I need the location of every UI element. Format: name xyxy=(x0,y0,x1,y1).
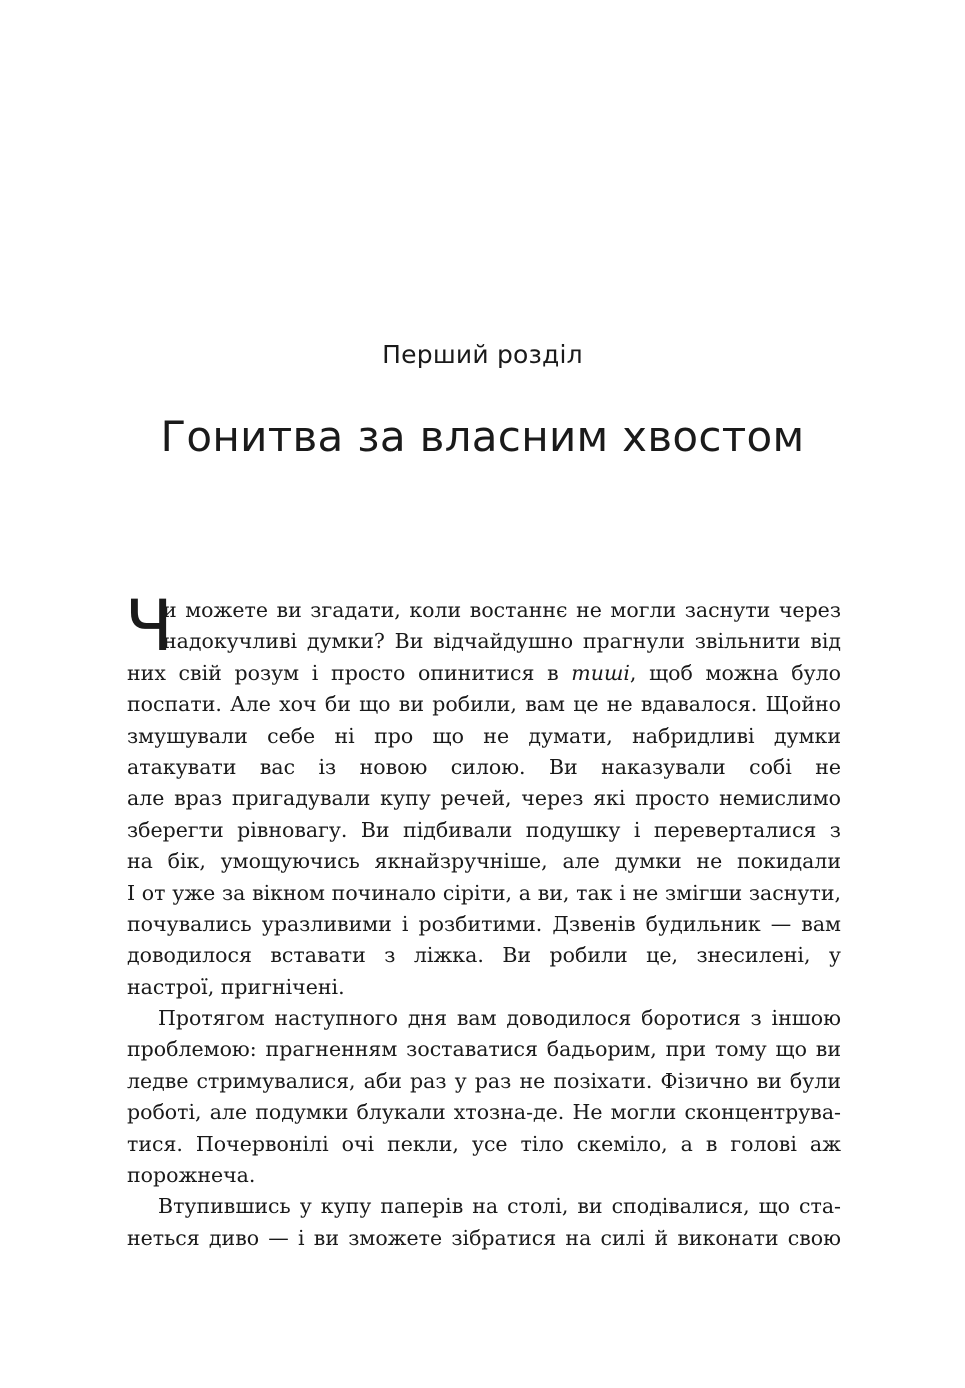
text-line: ледве стримувалися, аби раз у раз не позіхати. Фізично ви були xyxy=(127,1068,841,1093)
paragraph-3 xyxy=(127,1191,841,1254)
text-line: порожнеча. xyxy=(127,1163,256,1188)
text-line: настрої, пригнічені. xyxy=(127,974,345,999)
text-line xyxy=(127,658,841,689)
chapter-title: Гонитва за власним хвостом xyxy=(160,412,805,461)
text-line: атакувати вас із новою силою. Ви наказували собі не xyxy=(127,754,841,779)
text-line: и можете ви згадати, коли востаннє не могли заснути через xyxy=(163,598,841,622)
text-fragment: , щоб можна було xyxy=(629,660,841,685)
text-line: Протягом наступного дня вам доводилося боротися з іншою xyxy=(158,1006,841,1031)
text-line: доводилося вставати з ліжка. Ви робили це, знесилені, у xyxy=(127,943,841,968)
chapter-label: Перший розділ xyxy=(382,340,583,369)
text-line: проблемою: прагненням зоставатися бадьорим, при тому що ви xyxy=(127,1037,841,1062)
text-line: роботі, але подумки блукали хтозна-де. Не могли сконцентрува- xyxy=(127,1100,841,1125)
text-fragment: них свій розум і просто опинитися в xyxy=(127,660,572,685)
paragraph-1 xyxy=(125,585,841,1003)
text-line: змушували себе ні про що не думати, набридливі думки xyxy=(127,723,841,748)
paragraph-2 xyxy=(127,1003,841,1191)
text-line: тися. Почервонілі очі пекли, усе тіло скеміло, а в голові аж xyxy=(127,1131,841,1156)
text-line: але враз пригадували купу речей, через які просто немислимо xyxy=(127,786,841,811)
text-line: зберегти рівновагу. Ви підбивали подушку і переверталися з xyxy=(127,817,841,842)
text-line: поспати. Але хоч би що ви робили, вам це не вдавалося. Щойно xyxy=(127,692,841,717)
text-line: надокучливі думки? Ви відчайдушно прагнули звільнити від xyxy=(163,629,841,654)
text-line: І от уже за вікном починало сіріти, а ви, так і не змігши заснути, xyxy=(127,880,841,905)
text-line: почувались уразливими і розбитими. Дзвенів будильник — вам xyxy=(127,911,841,936)
text-line: на бік, умощуючись якнайзручніше, але думки не покидали xyxy=(127,849,841,874)
drop-cap: Ч xyxy=(125,585,173,667)
body-text xyxy=(125,585,841,1254)
emphasis-text: тиші xyxy=(571,660,630,685)
text-line: Втупившись у купу паперів на столі, ви сподівалися, що ста- xyxy=(158,1194,841,1219)
text-line: неться диво — і ви зможете зібратися на силі й виконати свою xyxy=(127,1225,841,1250)
